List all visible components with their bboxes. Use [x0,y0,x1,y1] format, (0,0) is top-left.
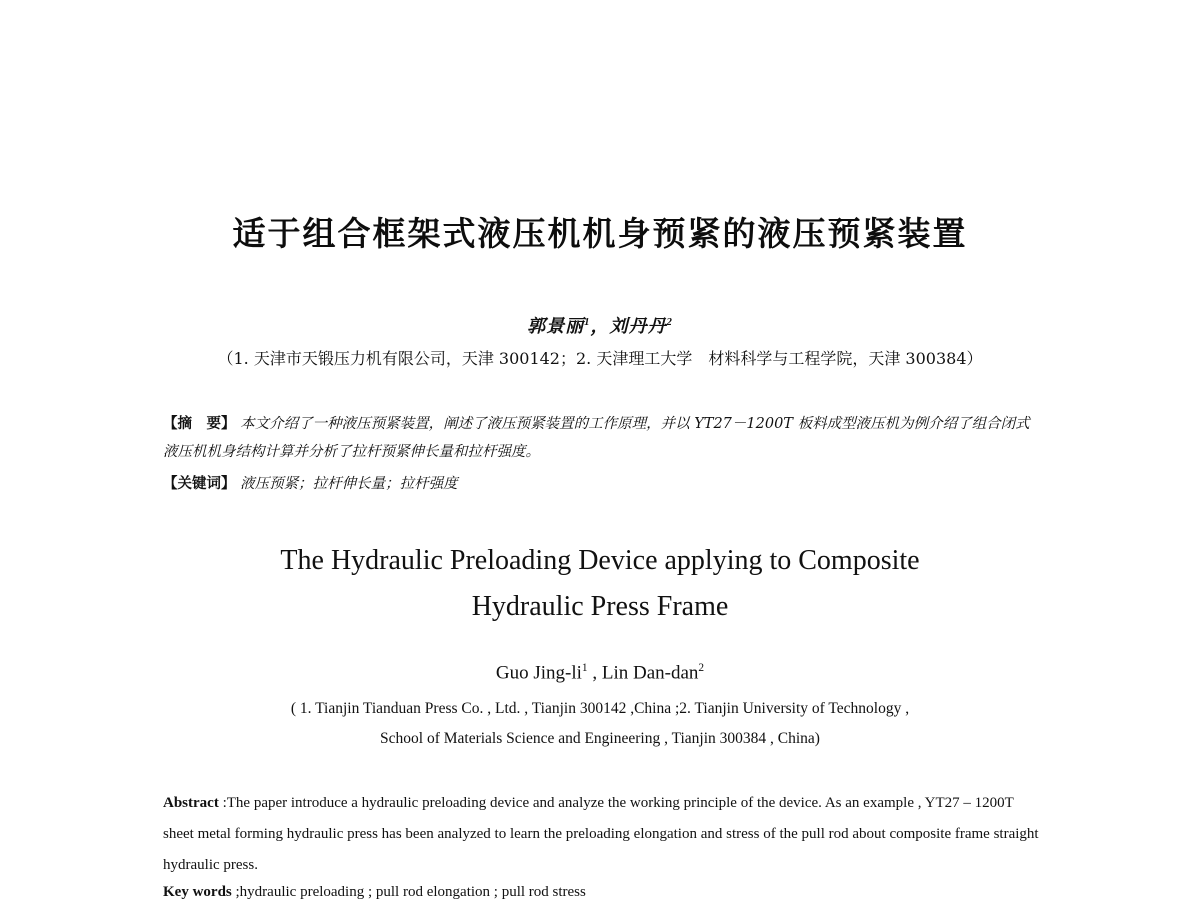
english-abstract-colon: : [218,795,227,811]
chinese-affiliation: （1. 天津市天锻压力机有限公司，天津 300142；2. 天津理工大学 材料科学与工程学院，天津 300384） [217,349,983,368]
english-keywords-label: Key words [163,884,232,900]
english-author-2-affil-marker: 2 [698,662,705,674]
chinese-keywords-text: 液压预紧；拉杆伸长量；拉杆强度 [240,476,458,492]
chinese-abstract-text: 本文介绍了一种液压预紧装置，阐述了液压预紧装置的工作原理，并以 YT27－1200T 板料成型液压机为例介绍了组合闭式液压机机身结构计算并分析了拉杆预紧伸长量和拉杆强度。 [163,416,1030,460]
english-author-1: Guo Jing-li [495,662,582,684]
chinese-author-separator: ， [590,316,610,336]
english-abstract-label: Abstract [163,795,219,811]
english-author-2: Lin Dan-dan [601,662,699,684]
chinese-authors [0,312,1200,338]
chinese-keywords [163,472,1043,496]
chinese-title: 适于组合框架式液压机机身预紧的液压预紧装置 [232,214,968,253]
english-author-separator: , [587,662,602,684]
chinese-author-2-affil-marker: 2 [666,316,673,328]
english-affiliation [0,694,1200,754]
english-abstract-text: The paper introduce a hydraulic preloading device and analyze the working principle of the device. As an example , YT27 – 1200T sheet metal forming hydraulic press has been analyzed to learn the preloading elongation and stress of the pull rod about composite frame straight hydraulic press. [163,795,1039,873]
english-affiliation-line-2: School of Materials Science and Engineering , Tianjin 300384 , China) [380,730,820,747]
chinese-author-2: 刘丹丹 [609,316,667,336]
english-abstract [163,788,1043,881]
chinese-keywords-label: 【关键词】 [163,476,236,492]
english-title [0,538,1200,630]
chinese-abstract-label: 【摘 要】 [163,416,236,432]
english-author-1-affil-marker: 1 [581,662,588,674]
chinese-abstract [163,410,1043,466]
chinese-author-1: 郭景丽 [527,316,585,336]
english-affiliation-line-1: ( 1. Tianjin Tianduan Press Co. , Ltd. , Tianjin 300142 ,China ;2. Tianjin University of Technology , [290,700,910,717]
english-title-line-1: The Hydraulic Preloading Device applying to Composite [280,545,920,576]
english-keywords [163,880,1043,904]
english-keywords-colon: ; [231,884,240,900]
english-keywords-text: hydraulic preloading ; pull rod elongation ; pull rod stress [239,884,586,900]
chinese-author-1-affil-marker: 1 [584,316,591,328]
english-authors [0,662,1200,684]
english-title-line-2: Hydraulic Press Frame [471,591,729,622]
